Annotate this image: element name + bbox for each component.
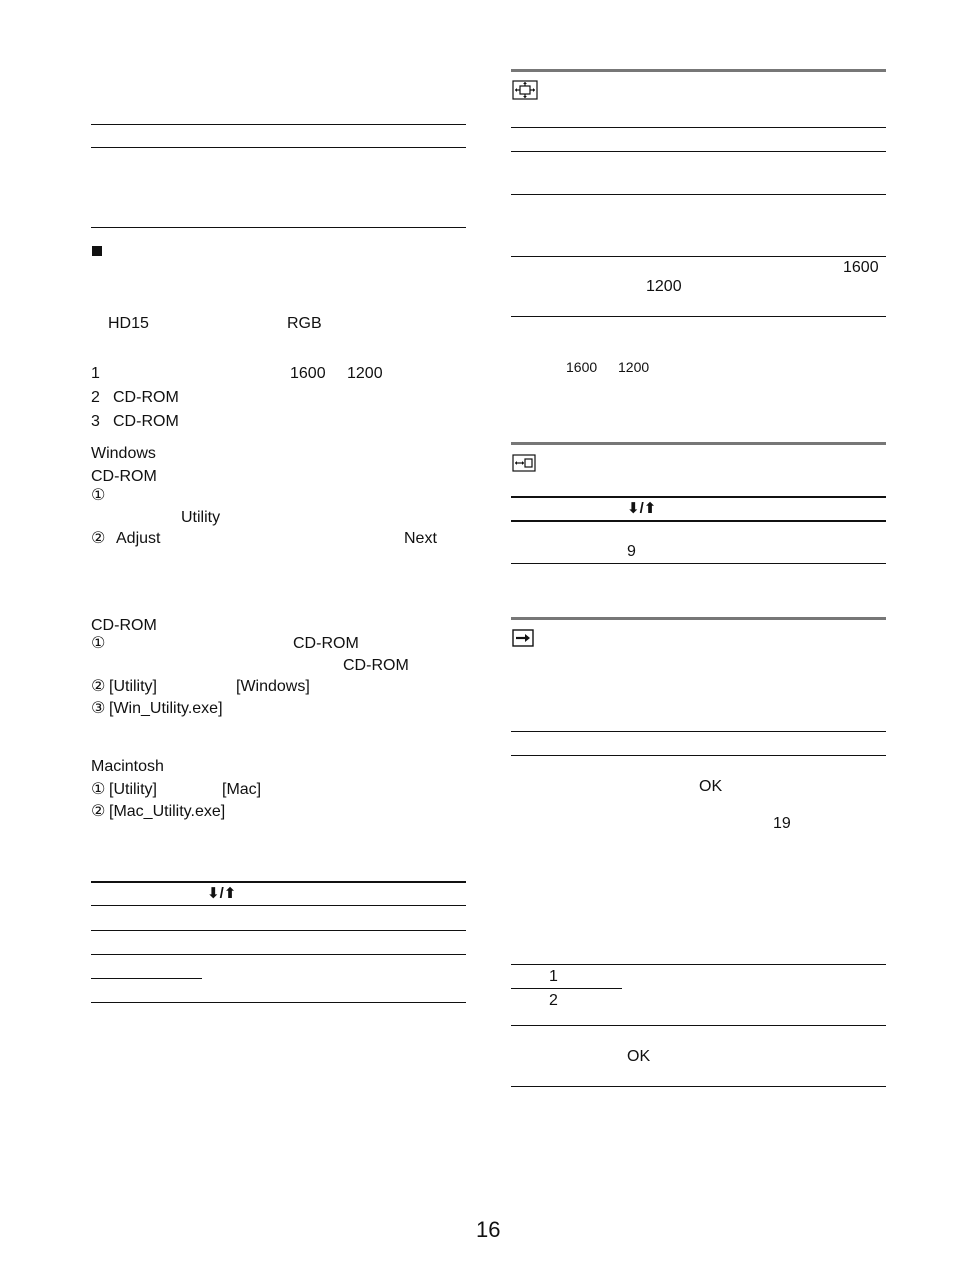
windows-marker-1: ① xyxy=(91,487,106,504)
step-3-num: 3 xyxy=(91,413,100,430)
zoom-section-top-rule xyxy=(511,69,886,72)
cdrom-heading: CD-ROM xyxy=(91,617,157,634)
mac-folder: [Mac] xyxy=(222,781,262,798)
left-table-rule-2 xyxy=(91,905,466,906)
step-2-num: 2 xyxy=(91,389,100,406)
reset-section-top-rule xyxy=(511,617,886,620)
zoom-rule-4 xyxy=(511,256,886,257)
zoom-size-icon xyxy=(512,80,538,100)
reset-ok-1: OK xyxy=(699,778,723,795)
connector-hd15: HD15 xyxy=(108,315,149,332)
step-1-num: 1 xyxy=(91,365,100,382)
left-rule-3 xyxy=(91,227,466,228)
step-1-res-b: 1200 xyxy=(347,365,383,382)
step-1-res-a: 1600 xyxy=(290,365,326,382)
zoom-rule-3 xyxy=(511,194,886,195)
cdrom-text-1: CD-ROM xyxy=(293,635,359,652)
step-2-text: CD-ROM xyxy=(113,389,179,406)
reset-page-ref: 19 xyxy=(773,815,791,832)
windows-adjust: Adjust xyxy=(116,530,161,547)
reset-row-2: 2 xyxy=(549,992,558,1009)
cdrom-win-utility-exe: [Win_Utility.exe] xyxy=(109,700,223,717)
cdrom-utility-folder: [Utility] xyxy=(109,678,157,695)
zoom-rule-5 xyxy=(511,316,886,317)
reset-row-1: 1 xyxy=(549,968,558,985)
reset-ok-2: OK xyxy=(627,1048,651,1065)
reset-arrow-icon xyxy=(512,629,534,647)
reset-rule-1 xyxy=(511,731,886,732)
mac-heading: Macintosh xyxy=(91,758,164,775)
mac-utility-folder: [Utility] xyxy=(109,781,157,798)
left-table-top-rule xyxy=(91,881,466,883)
horizontal-center-icon xyxy=(512,454,536,472)
cdrom-text-1b: CD-ROM xyxy=(343,657,409,674)
cdrom-marker-2: ② xyxy=(91,678,106,695)
hcenter-table-rule-2 xyxy=(511,520,886,522)
zoom-note-res-a: 1600 xyxy=(566,359,598,375)
mac-marker-1: ① xyxy=(91,781,106,798)
section-bullet xyxy=(92,246,102,256)
hcenter-table-arrows: ⬇/⬆ xyxy=(627,500,657,517)
zoom-res-b: 1200 xyxy=(646,278,682,295)
connector-rgb: RGB xyxy=(287,315,322,332)
windows-cdrom: CD-ROM xyxy=(91,468,157,485)
cdrom-marker-3: ③ xyxy=(91,700,106,717)
windows-utility: Utility xyxy=(181,509,221,526)
reset-subrule xyxy=(511,988,622,989)
left-table-arrows: ⬇/⬆ xyxy=(207,885,237,902)
step-3-text: CD-ROM xyxy=(113,413,179,430)
left-table-rule-3 xyxy=(91,930,466,931)
reset-bottom-rule xyxy=(511,1086,886,1087)
left-rule-1 xyxy=(91,124,466,125)
hcenter-table-bottom-rule xyxy=(511,563,886,564)
left-table-rule-4 xyxy=(91,954,466,955)
hcenter-table-top-rule xyxy=(511,496,886,498)
left-table-bottom-rule xyxy=(91,1002,466,1003)
zoom-res-a: 1600 xyxy=(843,259,879,276)
hcenter-value: 9 xyxy=(627,543,636,560)
left-rule-2 xyxy=(91,147,466,148)
mac-utility-exe: [Mac_Utility.exe] xyxy=(109,803,226,820)
reset-rule-3 xyxy=(511,964,886,965)
zoom-rule-2 xyxy=(511,151,886,152)
windows-next: Next xyxy=(404,530,437,547)
reset-rule-2 xyxy=(511,755,886,756)
windows-marker-2: ② xyxy=(91,530,106,547)
zoom-rule-1 xyxy=(511,127,886,128)
cdrom-windows-folder: [Windows] xyxy=(236,678,310,695)
left-table-subrule xyxy=(91,978,202,979)
page-number: 16 xyxy=(476,1217,501,1242)
mac-marker-2: ② xyxy=(91,803,106,820)
reset-rule-4 xyxy=(511,1025,886,1026)
cdrom-marker-1: ① xyxy=(91,635,106,652)
zoom-note-res-b: 1200 xyxy=(618,359,650,375)
windows-heading: Windows xyxy=(91,445,156,462)
hcenter-section-top-rule xyxy=(511,442,886,445)
